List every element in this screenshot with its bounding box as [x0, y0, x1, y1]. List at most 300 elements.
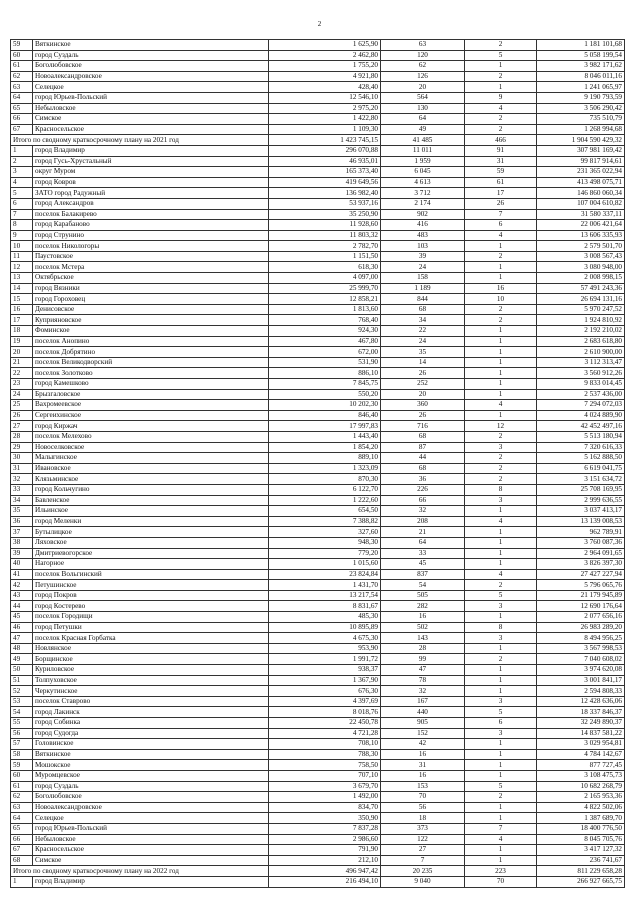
residents-cell: 282 [381, 601, 465, 612]
cost-cell: 236 741,67 [537, 855, 625, 866]
area-cell: 676,30 [269, 686, 381, 697]
houses-cell: 5 [465, 590, 537, 601]
row-number: 68 [11, 855, 33, 866]
table-row [11, 569, 625, 580]
table-row [11, 114, 625, 125]
area-cell: 4 097,00 [269, 273, 381, 284]
cost-cell: 12 690 176,64 [537, 601, 625, 612]
area-cell: 216 494,10 [269, 876, 381, 887]
residents-cell: 34 [381, 315, 465, 326]
row-number: 49 [11, 654, 33, 665]
table-row [11, 643, 625, 654]
table-row [11, 665, 625, 676]
area-cell: 11 803,32 [269, 230, 381, 241]
houses-cell: 1 [465, 262, 537, 273]
residents-cell: 49 [381, 124, 465, 135]
row-number: 21 [11, 357, 33, 368]
houses-cell: 1 [465, 82, 537, 93]
area-cell: 1 323,09 [269, 463, 381, 474]
cost-cell: 413 498 075,71 [537, 177, 625, 188]
table-row [11, 220, 625, 231]
row-number: 56 [11, 728, 33, 739]
area-cell: 672,00 [269, 347, 381, 358]
table-row [11, 315, 625, 326]
residents-cell: 47 [381, 665, 465, 676]
area-cell: 10 202,30 [269, 400, 381, 411]
municipality-name: Новоалександровское [33, 802, 269, 813]
residents-cell: 22 [381, 326, 465, 337]
residents-cell: 440 [381, 707, 465, 718]
table-row [11, 718, 625, 729]
municipality-name: Черкутинское [33, 686, 269, 697]
table-row [11, 368, 625, 379]
houses-cell: 16 [465, 283, 537, 294]
municipality-name: Ивановское [33, 463, 269, 474]
table-row [11, 421, 625, 432]
area-cell: 550,20 [269, 389, 381, 400]
municipality-name: город Петушки [33, 622, 269, 633]
houses-cell: 3 [465, 728, 537, 739]
houses-cell: 12 [465, 421, 537, 432]
houses-cell: 2 [465, 40, 537, 51]
municipality-name: Клязьминское [33, 474, 269, 485]
houses-cell: 1 [465, 675, 537, 686]
table-row [11, 82, 625, 93]
municipality-name: город Гороховец [33, 294, 269, 305]
cost-cell: 9 190 793,59 [537, 92, 625, 103]
cost-cell: 25 708 169,95 [537, 484, 625, 495]
municipality-name: город Вязники [33, 283, 269, 294]
residents-cell: 20 235 [381, 866, 465, 877]
residents-cell: 373 [381, 823, 465, 834]
houses-cell: 4 [465, 516, 537, 527]
table-row [11, 823, 625, 834]
row-number: 64 [11, 813, 33, 824]
cost-cell: 3 560 912,26 [537, 368, 625, 379]
residents-cell: 24 [381, 336, 465, 347]
cost-cell: 5 970 247,52 [537, 304, 625, 315]
row-number: 12 [11, 262, 33, 273]
houses-cell: 3 [465, 633, 537, 644]
houses-cell: 9 [465, 92, 537, 103]
row-number: 47 [11, 633, 33, 644]
municipality-name: Боголюбовское [33, 61, 269, 72]
residents-cell: 4 613 [381, 177, 465, 188]
municipality-name: Брызгаловское [33, 389, 269, 400]
municipality-name: поселок Великодворский [33, 357, 269, 368]
table-row [11, 855, 625, 866]
cost-cell: 8 494 956,25 [537, 633, 625, 644]
houses-cell: 1 [465, 336, 537, 347]
row-number: 67 [11, 845, 33, 856]
area-cell: 1 422,80 [269, 114, 381, 125]
area-cell: 23 824,84 [269, 569, 381, 580]
houses-cell: 7 [465, 823, 537, 834]
residents-cell: 31 [381, 760, 465, 771]
row-number: 1 [11, 145, 33, 156]
municipality-name: поселок Добрятино [33, 347, 269, 358]
table-row [11, 474, 625, 485]
municipality-name: поселок Анопино [33, 336, 269, 347]
cost-cell: 2 579 501,70 [537, 241, 625, 252]
residents-cell: 14 [381, 357, 465, 368]
residents-cell: 1 189 [381, 283, 465, 294]
area-cell: 1 443,40 [269, 431, 381, 442]
area-cell: 2 462,80 [269, 50, 381, 61]
residents-cell: 837 [381, 569, 465, 580]
houses-cell: 5 [465, 50, 537, 61]
row-number: 16 [11, 304, 33, 315]
municipality-name: Сергеихинское [33, 410, 269, 421]
row-number: 17 [11, 315, 33, 326]
residents-cell: 21 [381, 527, 465, 538]
cost-cell: 13 139 008,53 [537, 516, 625, 527]
municipality-name: город Суздаль [33, 50, 269, 61]
houses-cell: 1 [465, 770, 537, 781]
area-cell: 212,10 [269, 855, 381, 866]
houses-cell: 1 [465, 357, 537, 368]
cost-cell: 3 982 171,62 [537, 61, 625, 72]
municipality-name: Петушинское [33, 580, 269, 591]
row-number: 25 [11, 400, 33, 411]
row-number: 48 [11, 643, 33, 654]
residents-cell: 158 [381, 273, 465, 284]
cost-cell: 99 817 914,61 [537, 156, 625, 167]
residents-cell: 152 [381, 728, 465, 739]
residents-cell: 68 [381, 463, 465, 474]
area-cell: 531,90 [269, 357, 381, 368]
cost-cell: 3 151 634,72 [537, 474, 625, 485]
row-number: 63 [11, 82, 33, 93]
row-number: 65 [11, 823, 33, 834]
cost-cell: 3 506 290,42 [537, 103, 625, 114]
table-row [11, 283, 625, 294]
houses-cell: 1 [465, 273, 537, 284]
municipality-name: Фоминское [33, 326, 269, 337]
area-cell: 889,10 [269, 453, 381, 464]
area-cell: 953,90 [269, 643, 381, 654]
cost-cell: 3 037 413,17 [537, 506, 625, 517]
municipality-name: поселок Мелехово [33, 431, 269, 442]
row-number: 3 [11, 167, 33, 178]
cost-cell: 13 606 335,93 [537, 230, 625, 241]
municipality-name: город Струнино [33, 230, 269, 241]
municipality-name: Новлянское [33, 643, 269, 654]
cost-cell: 3 108 475,73 [537, 770, 625, 781]
municipality-name: Небыловское [33, 103, 269, 114]
row-number: 67 [11, 124, 33, 135]
municipality-name: Муромцевское [33, 770, 269, 781]
row-number: 13 [11, 273, 33, 284]
houses-cell: 2 [465, 654, 537, 665]
residents-cell: 33 [381, 548, 465, 559]
municipality-name: Дмитриевогорское [33, 548, 269, 559]
area-cell: 25 999,70 [269, 283, 381, 294]
residents-cell: 2 174 [381, 198, 465, 209]
row-number: 55 [11, 718, 33, 729]
residents-cell: 63 [381, 40, 465, 51]
municipality-name: город Кольчугино [33, 484, 269, 495]
cost-cell: 2 537 436,00 [537, 389, 625, 400]
area-cell: 1 492,00 [269, 792, 381, 803]
table-row [11, 601, 625, 612]
houses-cell: 17 [465, 188, 537, 199]
residents-cell: 716 [381, 421, 465, 432]
housing-plan-table [10, 39, 625, 888]
table-row [11, 707, 625, 718]
municipality-name: Ляховское [33, 537, 269, 548]
houses-cell: 7 [465, 209, 537, 220]
cost-cell: 231 365 022,94 [537, 167, 625, 178]
residents-cell: 483 [381, 230, 465, 241]
cost-cell: 2 165 953,36 [537, 792, 625, 803]
houses-cell: 1 [465, 548, 537, 559]
area-cell: 8 018,76 [269, 707, 381, 718]
row-number: 57 [11, 739, 33, 750]
houses-cell: 2 [465, 304, 537, 315]
residents-cell: 16 [381, 749, 465, 760]
houses-cell: 2 [465, 474, 537, 485]
municipality-name: Вяткинское [33, 749, 269, 760]
table-row [11, 400, 625, 411]
residents-cell: 62 [381, 61, 465, 72]
row-number: 46 [11, 622, 33, 633]
table-row [11, 527, 625, 538]
cost-cell: 4 822 502,06 [537, 802, 625, 813]
residents-cell: 32 [381, 686, 465, 697]
area-cell: 1 755,20 [269, 61, 381, 72]
municipality-name: поселок Красная Горбатка [33, 633, 269, 644]
row-number: 34 [11, 495, 33, 506]
table-row [11, 516, 625, 527]
table-row [11, 845, 625, 856]
cost-cell: 2 594 808,33 [537, 686, 625, 697]
table-row [11, 463, 625, 474]
residents-cell: 66 [381, 495, 465, 506]
row-number: 45 [11, 612, 33, 623]
cost-cell: 9 833 014,45 [537, 379, 625, 390]
houses-cell: 1 [465, 855, 537, 866]
residents-cell: 20 [381, 389, 465, 400]
row-number: 9 [11, 230, 33, 241]
houses-cell: 70 [465, 876, 537, 887]
row-number: 58 [11, 749, 33, 760]
municipality-name: город Ковров [33, 177, 269, 188]
residents-cell: 54 [381, 580, 465, 591]
residents-cell: 505 [381, 590, 465, 601]
table-row [11, 61, 625, 72]
municipality-name: Малыгинское [33, 453, 269, 464]
houses-cell: 1 [465, 410, 537, 421]
municipality-name: Куприяновское [33, 315, 269, 326]
houses-cell: 2 [465, 251, 537, 262]
residents-cell: 32 [381, 506, 465, 517]
area-cell: 886,10 [269, 368, 381, 379]
table-row [11, 633, 625, 644]
municipality-name: город Покров [33, 590, 269, 601]
row-number: 54 [11, 707, 33, 718]
table-row [11, 537, 625, 548]
row-number: 39 [11, 548, 33, 559]
cost-cell: 3 760 087,36 [537, 537, 625, 548]
cost-cell: 22 006 421,64 [537, 220, 625, 231]
municipality-name: Вахромеевское [33, 400, 269, 411]
municipality-name: город Карабаново [33, 220, 269, 231]
houses-cell: 2 [465, 453, 537, 464]
area-cell: 12 858,21 [269, 294, 381, 305]
area-cell: 846,40 [269, 410, 381, 421]
houses-cell: 3 [465, 442, 537, 453]
cost-cell: 8 046 011,16 [537, 71, 625, 82]
municipality-name: город Владимир [33, 876, 269, 887]
row-number: 41 [11, 569, 33, 580]
municipality-name: город Гусь-Хрустальный [33, 156, 269, 167]
row-number: 2 [11, 156, 33, 167]
residents-cell: 3 712 [381, 188, 465, 199]
area-cell: 708,10 [269, 739, 381, 750]
area-cell: 791,90 [269, 845, 381, 856]
table-row [11, 834, 625, 845]
table-row [11, 177, 625, 188]
table-row [11, 590, 625, 601]
table-row [11, 802, 625, 813]
municipality-name: Толпуховское [33, 675, 269, 686]
houses-cell: 1 [465, 612, 537, 623]
cost-cell: 2 008 998,15 [537, 273, 625, 284]
row-number: 8 [11, 220, 33, 231]
area-cell: 1 367,90 [269, 675, 381, 686]
houses-cell: 1 [465, 845, 537, 856]
table-row [11, 770, 625, 781]
houses-cell: 2 [465, 792, 537, 803]
area-cell: 707,10 [269, 770, 381, 781]
municipality-name: Небыловское [33, 834, 269, 845]
residents-cell: 42 [381, 739, 465, 750]
area-cell: 419 649,56 [269, 177, 381, 188]
municipality-name: Красносельское [33, 845, 269, 856]
row-number: 36 [11, 516, 33, 527]
municipality-name: город Меленки [33, 516, 269, 527]
cost-cell: 18 400 776,50 [537, 823, 625, 834]
area-cell: 1 813,60 [269, 304, 381, 315]
row-number: 19 [11, 336, 33, 347]
area-cell: 428,40 [269, 82, 381, 93]
area-cell: 3 679,70 [269, 781, 381, 792]
houses-cell: 91 [465, 145, 537, 156]
table-row [11, 273, 625, 284]
row-number: 35 [11, 506, 33, 517]
row-number: 14 [11, 283, 33, 294]
cost-cell: 2 610 900,00 [537, 347, 625, 358]
cost-cell: 4 024 889,90 [537, 410, 625, 421]
municipality-name: Селецкое [33, 82, 269, 93]
area-cell: 1 991,72 [269, 654, 381, 665]
cost-cell: 3 029 954,81 [537, 739, 625, 750]
row-number: 20 [11, 347, 33, 358]
area-cell: 35 250,90 [269, 209, 381, 220]
municipality-name: город Александров [33, 198, 269, 209]
cost-cell: 3 417 127,32 [537, 845, 625, 856]
houses-cell: 1 [465, 368, 537, 379]
residents-cell: 36 [381, 474, 465, 485]
municipality-name: Симское [33, 114, 269, 125]
area-cell: 654,50 [269, 506, 381, 517]
area-cell: 788,30 [269, 749, 381, 760]
cost-cell: 3 974 620,08 [537, 665, 625, 676]
residents-cell: 564 [381, 92, 465, 103]
cost-cell: 307 981 169,42 [537, 145, 625, 156]
area-cell: 485,30 [269, 612, 381, 623]
row-number: 32 [11, 474, 33, 485]
houses-cell: 2 [465, 315, 537, 326]
cost-cell: 57 491 243,36 [537, 283, 625, 294]
residents-cell: 78 [381, 675, 465, 686]
houses-cell: 2 [465, 463, 537, 474]
houses-cell: 2 [465, 431, 537, 442]
residents-cell: 20 [381, 82, 465, 93]
municipality-name: Селецкое [33, 813, 269, 824]
row-number: 29 [11, 442, 33, 453]
table-row [11, 167, 625, 178]
residents-cell: 126 [381, 71, 465, 82]
area-cell: 7 837,28 [269, 823, 381, 834]
municipality-name: город Лакинск [33, 707, 269, 718]
row-number: 62 [11, 71, 33, 82]
row-number: 44 [11, 601, 33, 612]
table-row [11, 548, 625, 559]
table-row [11, 686, 625, 697]
municipality-name: город Собинка [33, 718, 269, 729]
municipality-name: Борщинское [33, 654, 269, 665]
residents-cell: 18 [381, 813, 465, 824]
residents-cell: 64 [381, 114, 465, 125]
houses-cell: 1 [465, 241, 537, 252]
residents-cell: 226 [381, 484, 465, 495]
municipality-name: поселок Вольгинский [33, 569, 269, 580]
table-row [11, 124, 625, 135]
area-cell: 870,30 [269, 474, 381, 485]
cost-cell: 3 008 567,43 [537, 251, 625, 262]
table-row [11, 209, 625, 220]
area-cell: 12 546,10 [269, 92, 381, 103]
row-number: 33 [11, 484, 33, 495]
row-number: 38 [11, 537, 33, 548]
row-number: 59 [11, 40, 33, 51]
total-label: Итого по сводному краткосрочному плану на 2021 год [11, 135, 269, 146]
row-number: 61 [11, 61, 33, 72]
table-row [11, 40, 625, 51]
cost-cell: 27 427 227,94 [537, 569, 625, 580]
houses-cell: 1 [465, 739, 537, 750]
table-row [11, 230, 625, 241]
cost-cell: 1 181 101,68 [537, 40, 625, 51]
municipality-name: Ильинское [33, 506, 269, 517]
row-number: 27 [11, 421, 33, 432]
houses-cell: 1 [465, 379, 537, 390]
houses-cell: 1 [465, 389, 537, 400]
houses-cell: 1 [465, 347, 537, 358]
table-row [11, 92, 625, 103]
cost-cell: 26 983 289,20 [537, 622, 625, 633]
area-cell: 7 388,82 [269, 516, 381, 527]
residents-cell: 167 [381, 696, 465, 707]
table-row [11, 103, 625, 114]
table-row [11, 760, 625, 771]
area-cell: 924,30 [269, 326, 381, 337]
table-row [11, 876, 625, 887]
houses-cell: 1 [465, 506, 537, 517]
residents-cell: 35 [381, 347, 465, 358]
